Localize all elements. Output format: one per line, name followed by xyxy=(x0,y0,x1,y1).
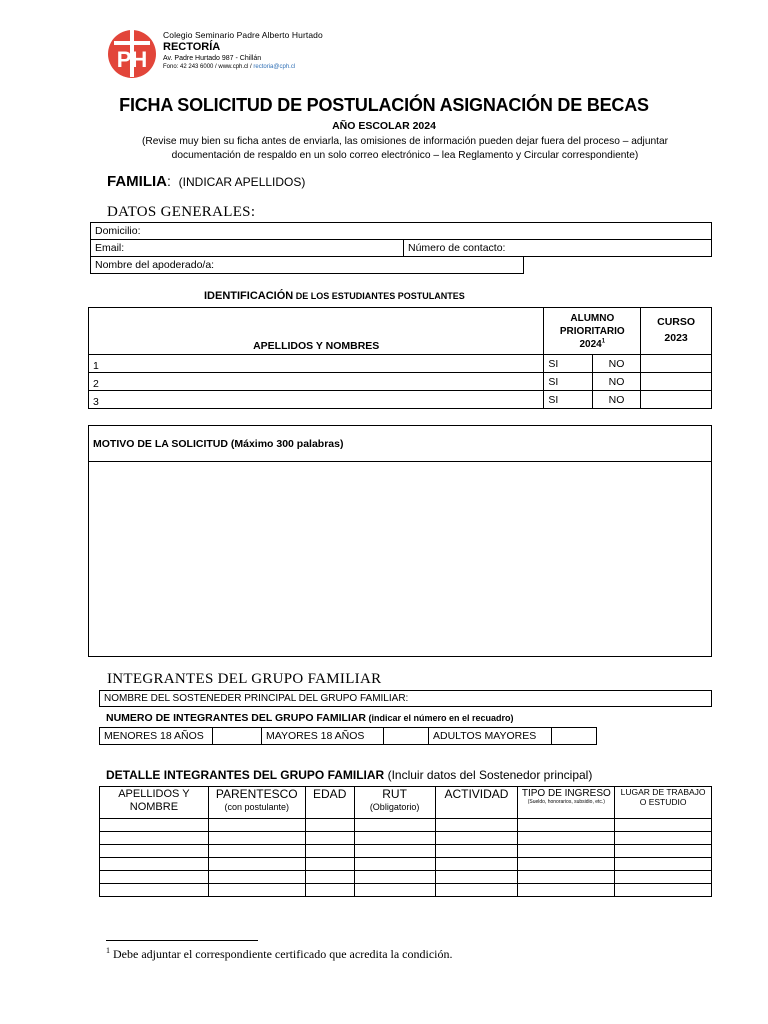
apoderado-table xyxy=(90,256,524,274)
footnote-ref: 1 xyxy=(601,338,606,345)
cell[interactable] xyxy=(435,832,518,845)
col-tipo-ingreso-label: TIPO DE INGRESO xyxy=(521,788,611,799)
col-parentesco-label: PARENTESCO xyxy=(215,787,298,801)
numero-integrantes-hint: (indicar el número en el recuadro) xyxy=(365,713,514,723)
logo-letters: PH xyxy=(116,47,148,72)
cell[interactable] xyxy=(305,858,354,871)
no-option[interactable]: NO xyxy=(592,391,640,409)
cell[interactable] xyxy=(208,845,305,858)
cell[interactable] xyxy=(435,819,518,832)
col-rut-label: RUT xyxy=(382,787,407,801)
rectoria-label: RECTORÍA xyxy=(163,40,221,53)
school-address: Av. Padre Hurtado 987 - Chillán xyxy=(163,55,262,63)
cell[interactable] xyxy=(100,858,209,871)
col-lugar-trabajo: LUGAR DE TRABAJO O ESTUDIO xyxy=(615,787,712,819)
cell[interactable] xyxy=(615,845,712,858)
col-parentesco-sub: (con postulante) xyxy=(224,801,290,812)
col-apellidos-nombres: APELLIDOS Y NOMBRES xyxy=(89,308,544,355)
cell[interactable] xyxy=(615,871,712,884)
col-parentesco xyxy=(208,787,305,819)
cell[interactable] xyxy=(354,832,435,845)
table-row xyxy=(100,819,712,832)
col-rut xyxy=(354,787,435,819)
email-field[interactable]: Email: xyxy=(91,240,404,257)
cell[interactable] xyxy=(518,845,615,858)
col-curso: CURSO 2023 xyxy=(641,308,712,355)
col-alumno-prioritario-label: ALUMNO PRIORITARIO 2024 xyxy=(559,312,625,350)
cell[interactable] xyxy=(305,871,354,884)
footnote-text: Debe adjuntar el correspondiente certificado que acredita la condición. xyxy=(110,947,453,961)
apoderado-field[interactable]: Nombre del apoderado/a: xyxy=(91,257,524,274)
cell[interactable] xyxy=(100,845,209,858)
school-year: AÑO ESCOLAR 2024 xyxy=(332,120,436,132)
cell[interactable] xyxy=(615,858,712,871)
cell[interactable] xyxy=(305,832,354,845)
col-rut-sub: (Obligatorio) xyxy=(369,801,420,812)
estudiantes-table xyxy=(88,307,712,409)
cell[interactable] xyxy=(518,871,615,884)
cell[interactable] xyxy=(518,819,615,832)
table-row xyxy=(100,832,712,845)
familia-label: FAMILIA xyxy=(107,173,167,190)
cell[interactable] xyxy=(435,884,518,897)
table-row xyxy=(100,884,712,897)
cell[interactable] xyxy=(305,884,354,897)
sostenedor-field[interactable]: NOMBRE DEL SOSTENEDER PRINCIPAL DEL GRUPO FAMILIAR: xyxy=(100,691,712,707)
table-row xyxy=(89,373,712,391)
table-row xyxy=(100,845,712,858)
footnote-mark: 1 xyxy=(106,946,110,955)
motivo-label: MOTIVO DE LA SOLICITUD (Máximo 300 palabras) xyxy=(89,426,711,462)
school-logo xyxy=(106,27,158,79)
familia-heading: FAMILIA: (INDICAR APELLIDOS) xyxy=(107,173,306,190)
cell[interactable] xyxy=(100,832,209,845)
cell[interactable] xyxy=(435,871,518,884)
col-edad: EDAD xyxy=(305,787,354,819)
col-tipo-ingreso xyxy=(518,787,615,819)
cell[interactable] xyxy=(435,858,518,871)
table-row xyxy=(100,858,712,871)
grupo-familiar-title: INTEGRANTES DEL GRUPO FAMILIAR xyxy=(107,671,382,687)
school-phone: Fono: 42 243 6000 / www.cph.cl / xyxy=(163,63,254,70)
cell[interactable] xyxy=(518,884,615,897)
cell[interactable] xyxy=(100,871,209,884)
datos-generales-title: DATOS GENERALES: xyxy=(107,204,256,220)
detalle-integrantes-table xyxy=(99,786,712,897)
table-row xyxy=(89,391,712,409)
cell[interactable] xyxy=(208,832,305,845)
cell[interactable] xyxy=(208,884,305,897)
si-option[interactable]: SI xyxy=(544,373,592,391)
identificacion-title-bold: IDENTIFICACIÓN xyxy=(204,290,294,302)
si-option[interactable]: SI xyxy=(544,355,592,373)
adultos-input[interactable] xyxy=(552,728,597,745)
contacto-field[interactable]: Número de contacto: xyxy=(404,240,712,257)
cell[interactable] xyxy=(354,819,435,832)
cell[interactable] xyxy=(518,832,615,845)
motivo-section xyxy=(88,425,712,657)
cell[interactable] xyxy=(518,858,615,871)
familia-hint: (INDICAR APELLIDOS) xyxy=(178,175,306,189)
mayores-label: MAYORES 18 AÑOS xyxy=(262,728,384,745)
identificacion-title xyxy=(204,290,465,302)
cell[interactable] xyxy=(615,832,712,845)
cell[interactable] xyxy=(100,819,209,832)
motivo-textarea[interactable] xyxy=(89,462,711,654)
detalle-title-hint: (Incluir datos del Sostenedor principal) xyxy=(384,768,593,782)
cell[interactable] xyxy=(615,884,712,897)
cell[interactable] xyxy=(615,819,712,832)
row-number[interactable]: 1 xyxy=(89,355,544,373)
cell[interactable] xyxy=(208,871,305,884)
page-title: FICHA SOLICITUD DE POSTULACIÓN ASIGNACIÓN DE BECAS xyxy=(119,95,649,115)
cell[interactable] xyxy=(354,845,435,858)
cell[interactable] xyxy=(305,819,354,832)
school-email[interactable]: rectoria@cph.cl xyxy=(253,63,296,70)
table-row xyxy=(89,355,712,373)
detalle-title xyxy=(106,768,592,782)
sostenedor-table xyxy=(99,690,712,707)
footnote-divider xyxy=(106,940,258,941)
school-name: Colegio Seminario Padre Alberto Hurtado xyxy=(163,30,323,40)
mayores-input[interactable] xyxy=(384,728,429,745)
cell[interactable] xyxy=(208,819,305,832)
school-header xyxy=(163,31,423,70)
numero-integrantes-label: NUMERO DE INTEGRANTES DEL GRUPO FAMILIAR xyxy=(106,712,366,724)
cell[interactable] xyxy=(354,858,435,871)
cell[interactable] xyxy=(305,845,354,858)
adultos-label: ADULTOS MAYORES xyxy=(429,728,552,745)
cell[interactable] xyxy=(354,871,435,884)
row-number[interactable]: 3 xyxy=(89,391,544,409)
curso-cell[interactable] xyxy=(641,391,712,409)
menores-input[interactable] xyxy=(213,728,262,745)
no-option[interactable]: NO xyxy=(592,373,640,391)
identificacion-title-rest: DE LOS ESTUDIANTES POSTULANTES xyxy=(293,291,465,301)
curso-cell[interactable] xyxy=(641,373,712,391)
footnote xyxy=(106,946,453,962)
detalle-title-label: DETALLE INTEGRANTES DEL GRUPO FAMILIAR xyxy=(106,768,385,782)
datos-generales-table xyxy=(90,222,712,257)
no-option[interactable]: NO xyxy=(592,355,640,373)
domicilio-field[interactable]: Domicilio: xyxy=(91,223,712,240)
cell[interactable] xyxy=(208,858,305,871)
curso-cell[interactable] xyxy=(641,355,712,373)
numero-integrantes-table xyxy=(99,727,597,745)
menores-label: MENORES 18 AÑOS xyxy=(100,728,213,745)
school-contact xyxy=(163,64,423,70)
si-option[interactable]: SI xyxy=(544,391,592,409)
cell[interactable] xyxy=(435,845,518,858)
numero-integrantes-title xyxy=(106,712,514,724)
col-apellidos-nombre: APELLIDOS Y NOMBRE xyxy=(100,787,209,819)
col-actividad: ACTIVIDAD xyxy=(435,787,518,819)
instructions-note: (Revise muy bien su ficha antes de enviarla, las omisiones de información pueden dejar fuera del proceso – adjuntar documentación de respaldo en un solo correo electrónico – lea Reglamento y Circular correspondiente) xyxy=(141,136,669,162)
cell[interactable] xyxy=(100,884,209,897)
table-row xyxy=(100,871,712,884)
cell[interactable] xyxy=(354,884,435,897)
row-number[interactable]: 2 xyxy=(89,373,544,391)
col-tipo-ingreso-sub: (Sueldo, honorarios, subsidio, etc.) xyxy=(527,798,605,805)
col-alumno-prioritario xyxy=(544,308,641,355)
